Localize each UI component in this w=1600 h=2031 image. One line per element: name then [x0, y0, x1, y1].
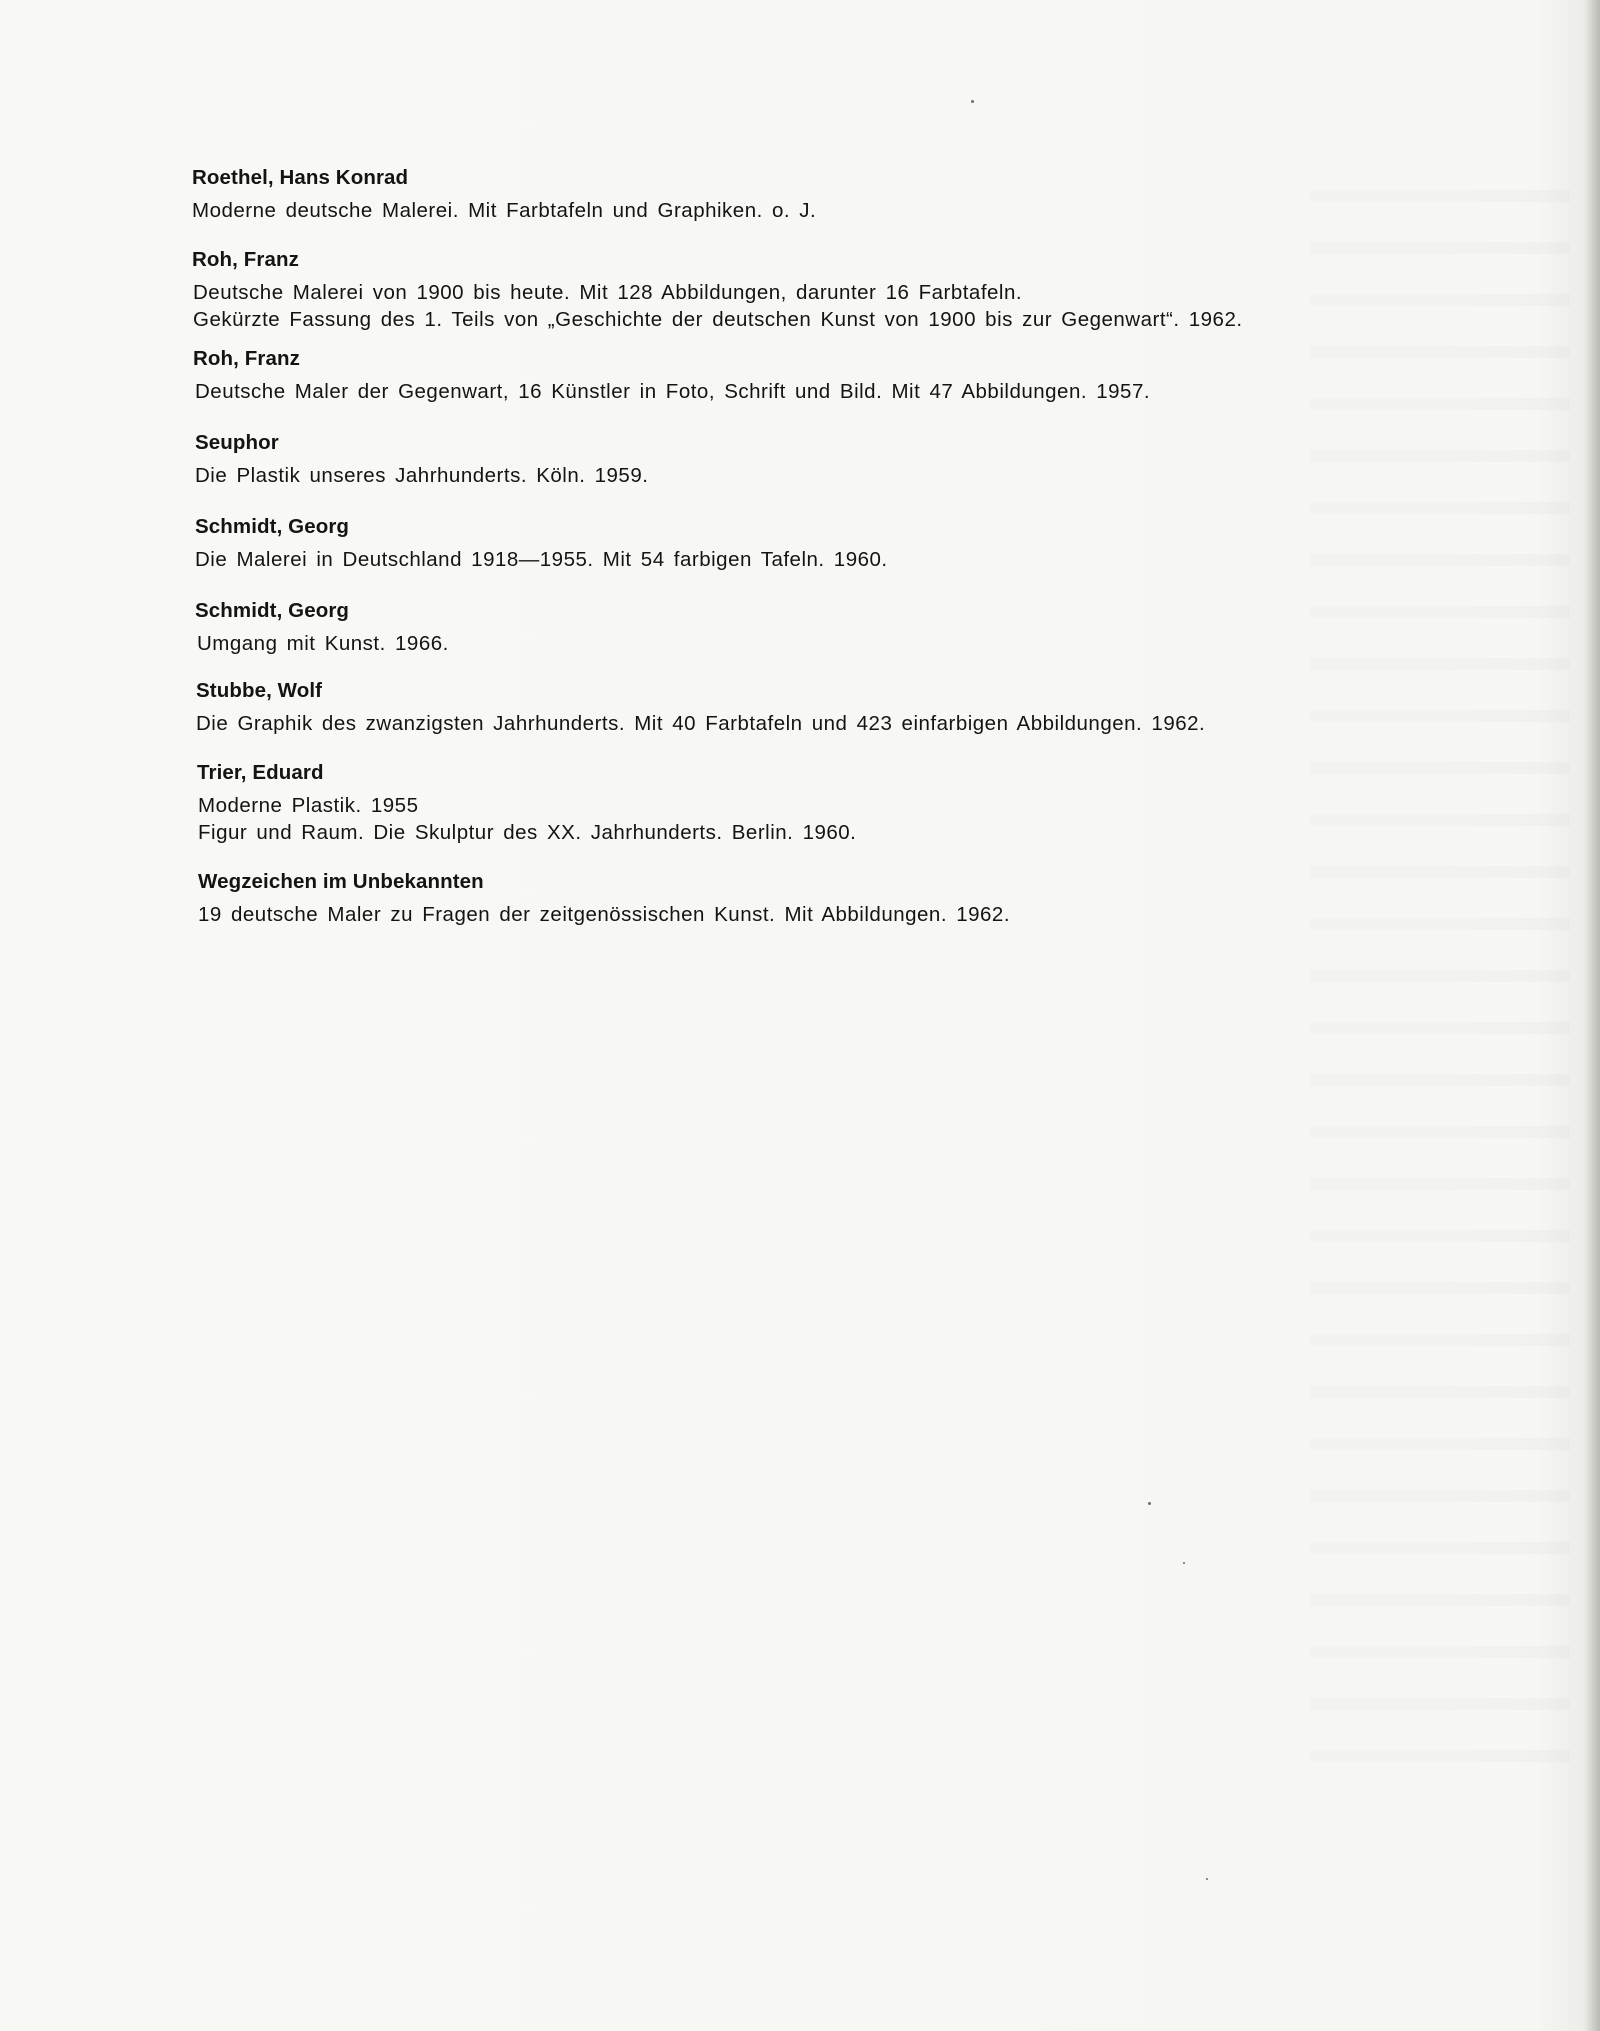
bibliography-entry	[197, 759, 1342, 846]
entry-work: Die Plastik unseres Jahrhunderts. Köln. 1959.	[195, 464, 649, 487]
entry-author: Stubbe, Wolf	[196, 679, 323, 702]
show-through-background	[1310, 150, 1570, 1800]
entry-author: Seuphor	[195, 431, 279, 454]
bibliography-entry	[198, 868, 1342, 928]
entry-author: Schmidt, Georg	[195, 515, 350, 538]
bibliography-entry	[195, 597, 1342, 657]
entry-work: Gekürzte Fassung des 1. Teils von „Geschichte der deutschen Kunst von 1900 bis zur Gegenwart“. 1962.	[193, 308, 1243, 331]
entry-work: Moderne Plastik. 1955	[198, 794, 419, 817]
entry-work: Die Malerei in Deutschland 1918—1955. Mit 54 farbigen Tafeln. 1960.	[195, 548, 888, 571]
entry-work: Die Graphik des zwanzigsten Jahrhunderts. Mit 40 Farbtafeln und 423 einfarbigen Abbildungen. 1962.	[196, 712, 1206, 735]
speck	[1183, 1562, 1185, 1564]
entry-author: Wegzeichen im Unbekannten	[198, 870, 484, 893]
speck	[971, 100, 974, 103]
entry-author: Trier, Eduard	[197, 761, 324, 784]
speck	[1148, 1502, 1151, 1505]
bibliography-entry	[192, 246, 1342, 333]
entry-work: Figur und Raum. Die Skulptur des XX. Jahrhunderts. Berlin. 1960.	[198, 821, 857, 844]
entry-author: Roh, Franz	[192, 248, 299, 271]
bibliography-entry	[196, 677, 1342, 737]
entry-author: Schmidt, Georg	[195, 599, 350, 622]
bibliography-list	[192, 164, 1342, 928]
entry-work: Umgang mit Kunst. 1966.	[197, 632, 449, 655]
entry-work: Deutsche Malerei von 1900 bis heute. Mit 128 Abbildungen, darunter 16 Farbtafeln.	[193, 281, 1023, 304]
entry-author: Roethel, Hans Konrad	[192, 166, 409, 189]
entry-work: 19 deutsche Maler zu Fragen der zeitgenössischen Kunst. Mit Abbildungen. 1962.	[198, 903, 1011, 926]
bibliography-entry	[193, 345, 1342, 405]
bibliography-entry	[195, 513, 1342, 573]
speck	[1206, 1878, 1208, 1880]
entry-author: Roh, Franz	[193, 347, 300, 370]
bibliography-entry	[192, 164, 1342, 224]
entry-work: Moderne deutsche Malerei. Mit Farbtafeln und Graphiken. o. J.	[192, 199, 817, 222]
bibliography-entry	[195, 429, 1342, 489]
entry-work: Deutsche Maler der Gegenwart, 16 Künstler in Foto, Schrift und Bild. Mit 47 Abbildungen. 1957.	[195, 380, 1151, 403]
